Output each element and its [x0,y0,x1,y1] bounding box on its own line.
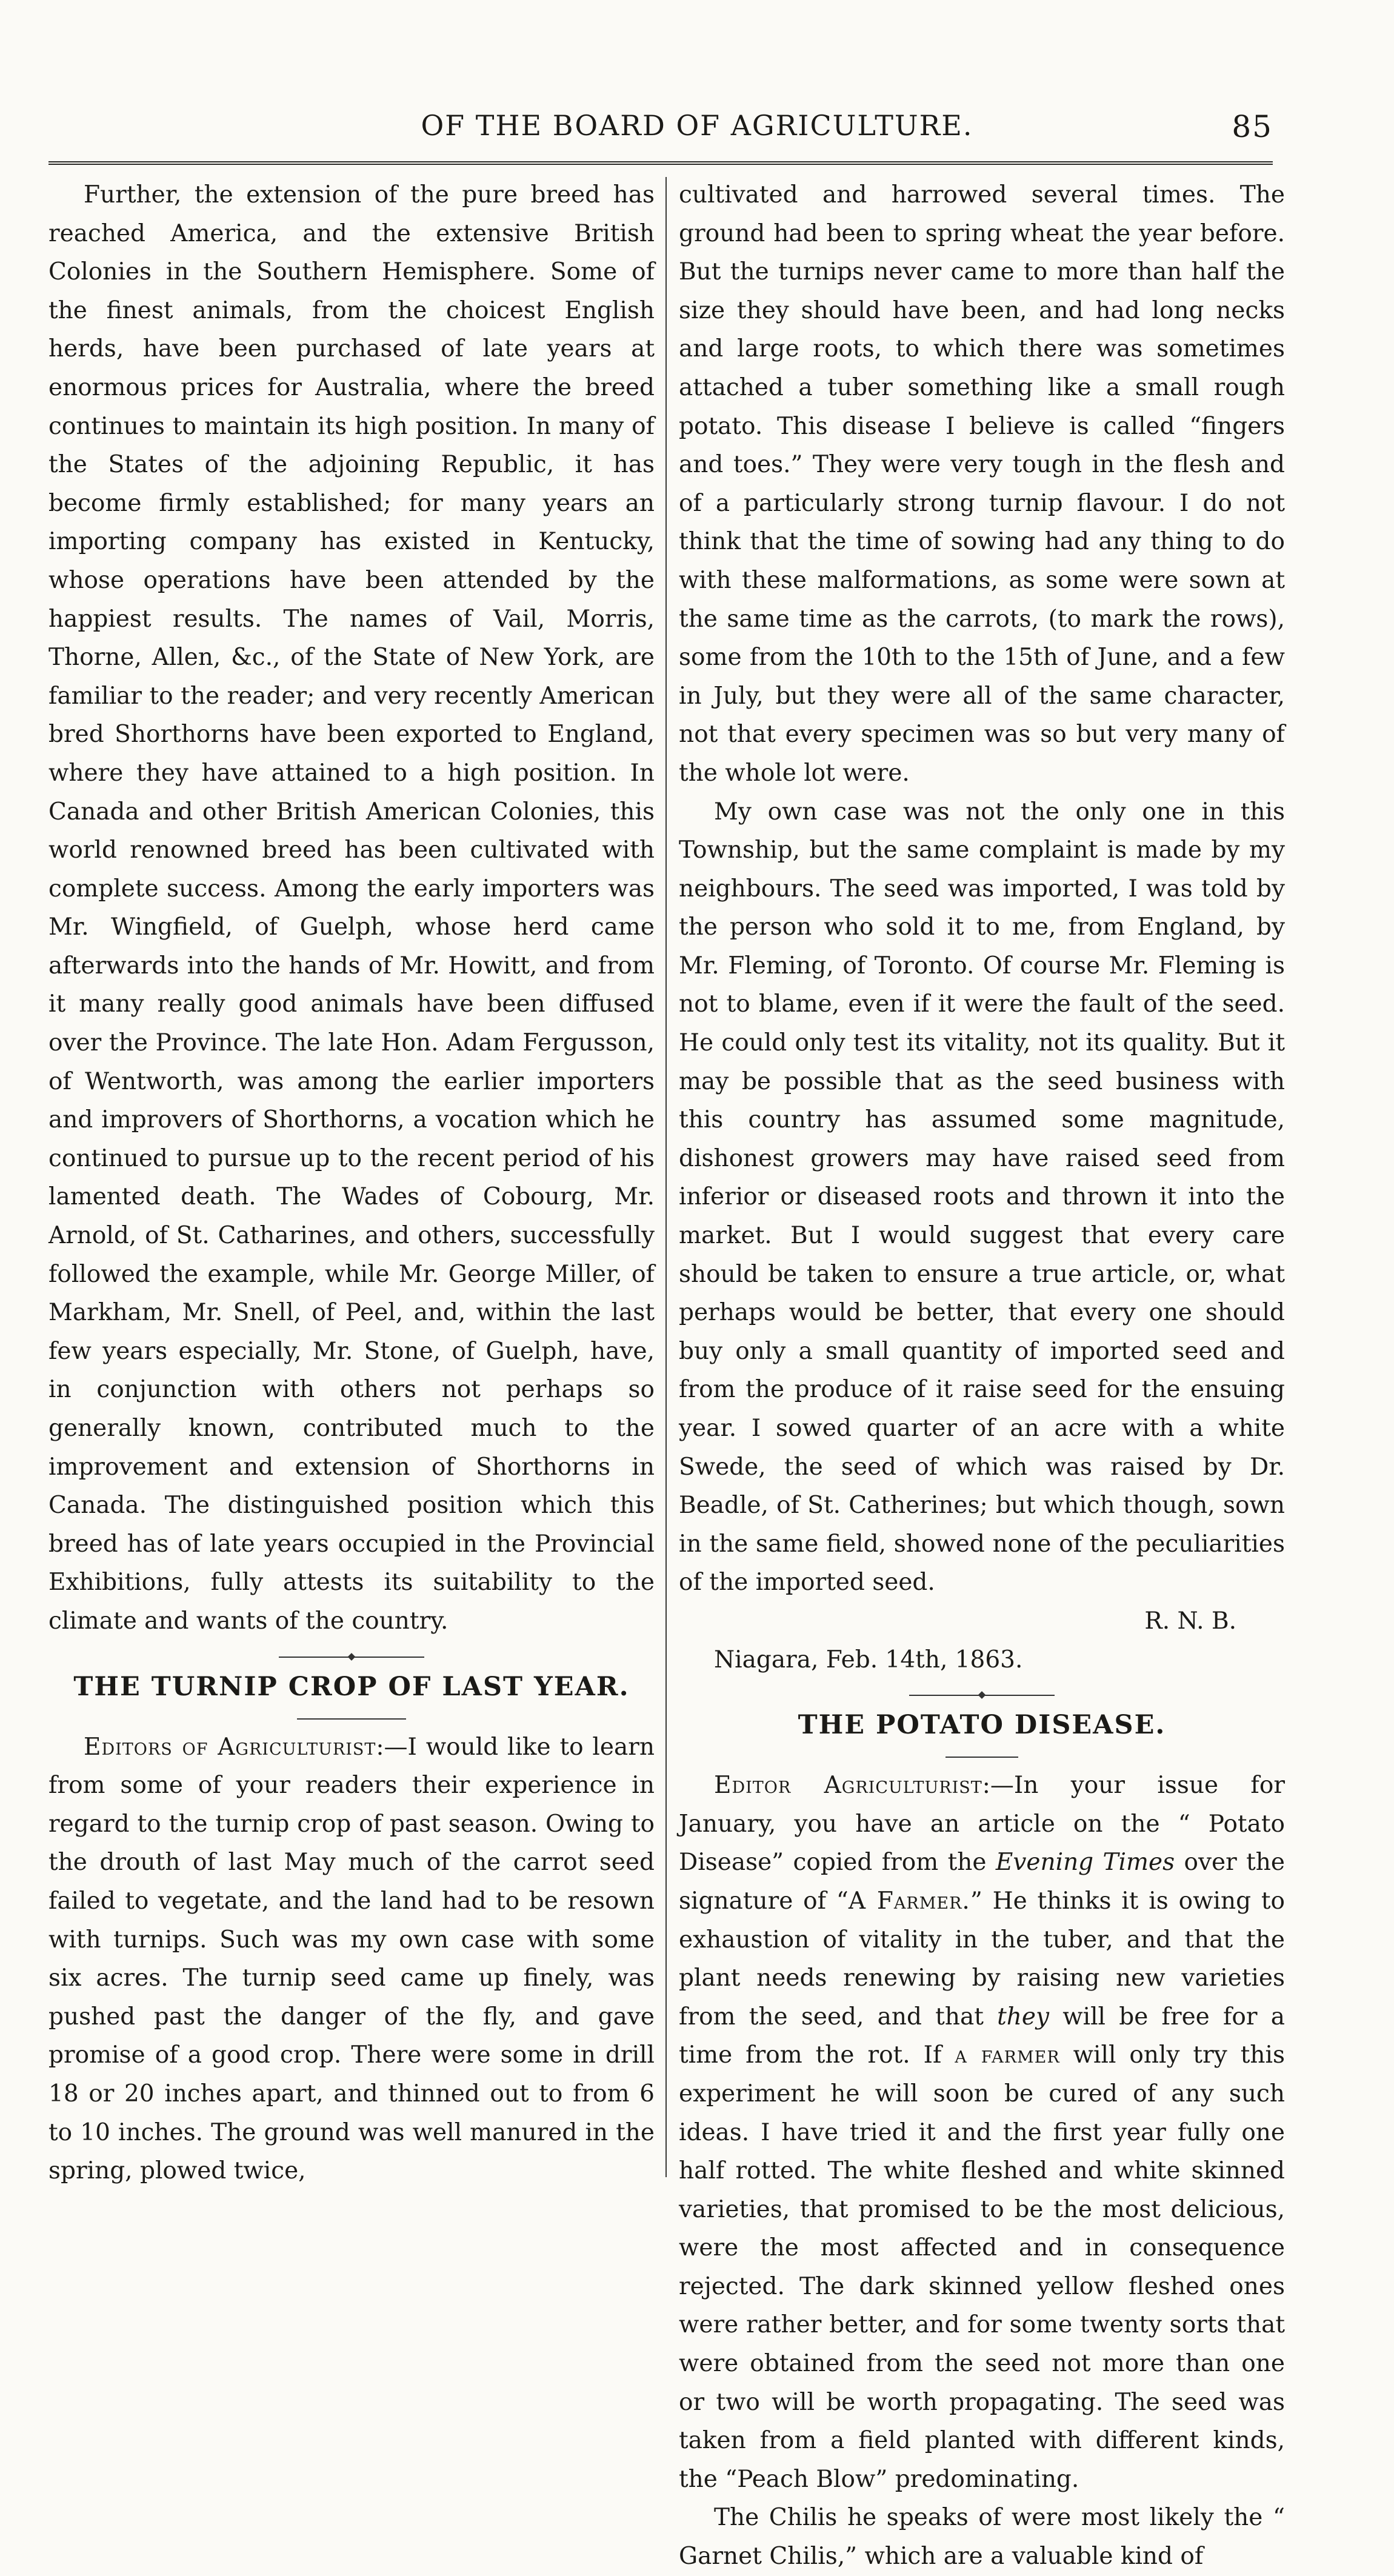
turnip-dateline: Niagara, Feb. 14th, 1863. [714,1646,1023,1673]
turnip-signature: R. N. B. [1144,1607,1236,1635]
turnip-section-title: THE TURNIP CROP OF LAST YEAR. [73,1671,630,1702]
left-column [48,176,655,2191]
emphasis-they: they [997,2003,1049,2030]
potato-second-paragraph: The Chilis he speaks of were most likely the “ Garnet Chilis,” which are a valuable kind of [679,2504,1285,2571]
potato-section-title: THE POTATO DISEASE. [798,1710,1166,1741]
page-number: 85 [1232,109,1273,144]
farmer-signature-ref: A Farmer. [848,1887,970,1915]
shorthorn-paragraph: Further, the extension of the pure breed has reached America, and the extensive British Colonies in the Southern Hemisphere. Some of the finest animals, from the choicest English herds, have been purchased of late years at enormous prices for Australia, where the breed continues to maintain its high position. In many of the States of the adjoining Republic, it has become firmly established; for many years an importing company has existed in Kentucky, whose operations have been attended by the happiest results. The names of Vail, Morris, Thorne, Allen, &c., of the State of New York, are familiar to the reader; and very recently American bred Shorthorns have been exported to England, where they have attained to a high position. In Canada and other British American Colonies, this world renowned breed has been cultivated with complete success. Among the early importers was Mr. Wingfield, of Guelph, whose herd came afterwards into the hands of Mr. Howitt, and from it many really good animals have been diffused over the Province. The late Hon. Adam Fergusson, of Wentworth, was among the earlier importers and improvers of Shorthorns, a vocation which he continued to pursue up to the recent period of his lamented death. The Wades of Cobourg, Mr. Arnold, of St. Catharines, and others, successfully followed the example, while Mr. George Miller, of Markham, Mr. Snell, of Peel, and, within the last few years especially, Mr. Stone, of Guelph, have, in conjunction with others not perhaps so generally known, contributed much to the improvement and extension of Shorthorns in Canada. The distinguished position which this breed has of late years occupied in the Provincial Exhibitions, fully attests its suitability to the climate and wants of the country. [48,181,655,1635]
header-rule [48,161,1273,165]
newspaper-name: Evening Times [995,1849,1175,1877]
title-underline [297,1718,406,1720]
potato-salutation: Editor Agriculturist [714,1772,982,1800]
turnip-second-paragraph: My own case was not the only one in this Township, but the same complaint is made by my neighbours. The seed was imported, I was told by the person who sold it to me, from England, by Mr. Fleming, of Toronto. Of course Mr. Fleming is not to blame, even if it were the fault of the seed. He could only test its vitality, not its quality. But it may be possible that as the seed business with this country has assumed some magnitude, dishonest growers may have raised seed from inferior or diseased roots and thrown it into the market. But I would suggest that every care should be taken to ensure a true article, or, what perhaps would be better, that every one should buy only a small quantity of imported seed and from the produce of it raise seed for the ensuing year. I sowed quarter of an acre with a white Swede, the seed of which was raised by Dr. Beadle, of St. Catherines; but which though, sown in the same field, showed none of the peculiarities of the imported seed. [679,798,1285,1597]
potato-text-e: will only try this experiment he will soon be cured of any such ideas. I have tried it and the first year fully one half rotted. The white fleshed and white skinned varieties, that promised to be the most delicious, were the most affected and in consequence rejected. The dark skinned yellow fleshed ones were rather better, and for some twenty sorts that were obtained from the seed not more than one or two will be worth propagating. The seed was taken from a field planted with different kinds, the “Peach Blow” predominating. [679,2041,1285,2493]
section-separator [909,1695,1055,1696]
title-underline [945,1757,1018,1758]
potato-text-a: :—In your issue for January, you have an article on the “ Potato Disease” copied from the [679,1772,1285,1877]
potato-text-c: ” He thinks it is owing to exhaustion of vitality in the tuber, and that the plant needs renewing by raising new varieties from the seed, and that [679,1887,1286,2030]
potato-text-d: will be free for a time from the rot. If [679,2003,1285,2069]
column-divider [665,177,667,2177]
potato-letter-paragraph [679,1766,1285,2498]
running-title: OF THE BOARD OF AGRICULTURE. [421,109,973,142]
potato-text-b: over the signature of “ [679,1849,1285,1915]
farmer-ref: a farmer [955,2041,1060,2069]
right-column [679,176,1285,2576]
section-separator [279,1657,424,1658]
turnip-letter-text: :—I would like to learn from some of your readers their experience in regard to the turnip crop of past season. Owing to the drouth of last May much of the carrot seed failed to vegetate, and the land had to be resown with turnips. Such was my own case with some six acres. The turnip seed came up finely, was pushed past the danger of the fly, and gave promise of a good crop. There were some in drill 18 or 20 inches apart, and thinned out to from 6 to 10 inches. The ground was well manured in the spring, plowed twice, [48,1733,655,2185]
turnip-letter-paragraph [48,1728,655,2191]
turnip-continuation-paragraph: cultivated and harrowed several times. The ground had been to spring wheat the year before. But the turnips never came to more than half the size they should have been, and had long necks and large roots, to which there was sometimes attached a tuber something like a small rough potato. This disease I believe is called “fingers and toes.” They were very tough in the flesh and of a particularly strong turnip flavour. I do not think that the time of sowing had any thing to do with these malformations, as some were sown at the same time as the carrots, (to mark the rows), some from the 10th to the 15th of June, and a few in July, but they were all of the same character, not that every specimen was so but very many of the whole lot were. [679,181,1285,787]
running-head [121,109,1273,152]
turnip-salutation: Editors of Agriculturist [84,1733,376,1761]
